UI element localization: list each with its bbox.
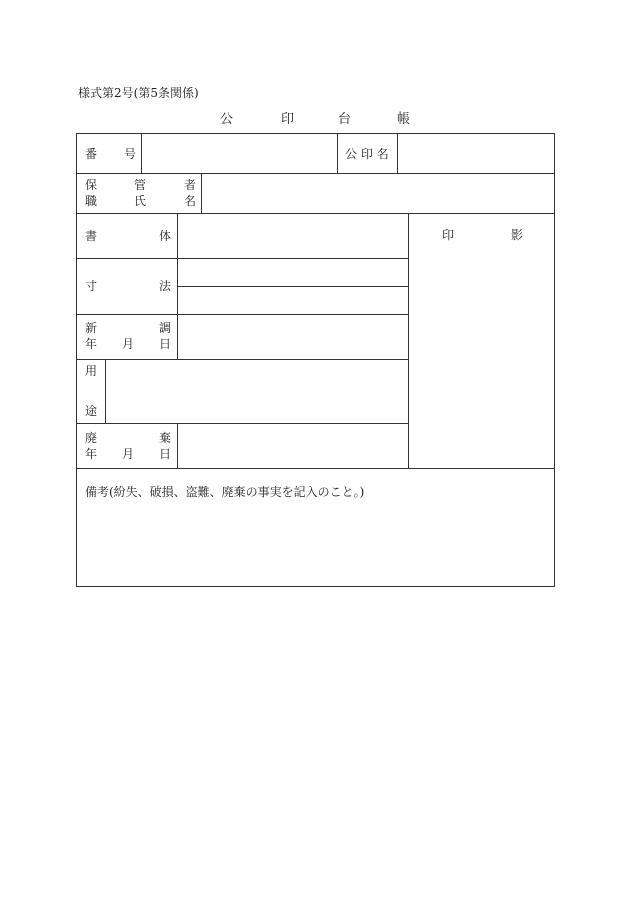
label-custodian-2: 管 bbox=[134, 178, 147, 192]
label-purpose-2: 途 bbox=[85, 404, 98, 418]
column-divider bbox=[337, 134, 338, 173]
row-divider bbox=[77, 468, 554, 469]
remarks-label: 備考(紛失、破損、盗難、廃棄の事実を記入のこと。) bbox=[85, 485, 365, 499]
custodian-field[interactable] bbox=[202, 174, 553, 212]
label-new-date-4: 月 bbox=[122, 337, 135, 351]
size-field-1[interactable] bbox=[178, 259, 407, 285]
font-style-field[interactable] bbox=[178, 214, 407, 257]
form-number: 様式第2号(第5条関係) bbox=[78, 86, 199, 100]
label-size-2: 法 bbox=[159, 279, 172, 293]
label-number-1: 番 bbox=[85, 147, 98, 161]
new-date-field[interactable] bbox=[178, 315, 407, 358]
label-custodian-4: 職 bbox=[85, 194, 98, 208]
label-impression-1: 印 bbox=[442, 228, 455, 242]
label-purpose-1: 用 bbox=[85, 364, 98, 378]
label-new-date-2: 調 bbox=[159, 321, 172, 335]
label-impression-2: 影 bbox=[511, 228, 524, 242]
title-char-2: 印 bbox=[281, 112, 295, 127]
purpose-field[interactable] bbox=[106, 360, 407, 422]
label-disposal-date-5: 日 bbox=[159, 447, 172, 461]
label-disposal-date-2: 棄 bbox=[159, 431, 172, 445]
title-char-4: 帳 bbox=[397, 112, 411, 127]
label-disposal-date-4: 月 bbox=[122, 447, 135, 461]
label-font-style-2: 体 bbox=[159, 229, 172, 243]
title-char-3: 台 bbox=[338, 112, 352, 127]
label-font-style-1: 書 bbox=[85, 229, 98, 243]
label-number-2: 号 bbox=[124, 147, 137, 161]
seal-name-field[interactable] bbox=[398, 135, 553, 172]
seal-impression-area[interactable] bbox=[409, 244, 553, 467]
label-size-1: 寸 bbox=[85, 279, 98, 293]
size-field-2[interactable] bbox=[178, 287, 407, 313]
seal-register-table bbox=[76, 133, 555, 587]
disposal-date-field[interactable] bbox=[178, 424, 407, 467]
label-custodian-1: 保 bbox=[85, 178, 98, 192]
number-field[interactable] bbox=[142, 135, 336, 172]
label-new-date-5: 日 bbox=[159, 337, 172, 351]
label-disposal-date-1: 廃 bbox=[85, 431, 98, 445]
label-custodian-3: 者 bbox=[184, 178, 197, 192]
remarks-field[interactable] bbox=[78, 502, 553, 585]
title-char-1: 公 bbox=[220, 112, 234, 127]
label-new-date-1: 新 bbox=[85, 321, 98, 335]
label-seal-name: 公 印 名 bbox=[345, 147, 389, 161]
form-title bbox=[0, 108, 630, 126]
label-custodian-5: 氏 bbox=[134, 194, 147, 208]
label-custodian-6: 名 bbox=[184, 194, 197, 208]
label-new-date-3: 年 bbox=[85, 337, 98, 351]
label-disposal-date-3: 年 bbox=[85, 447, 98, 461]
